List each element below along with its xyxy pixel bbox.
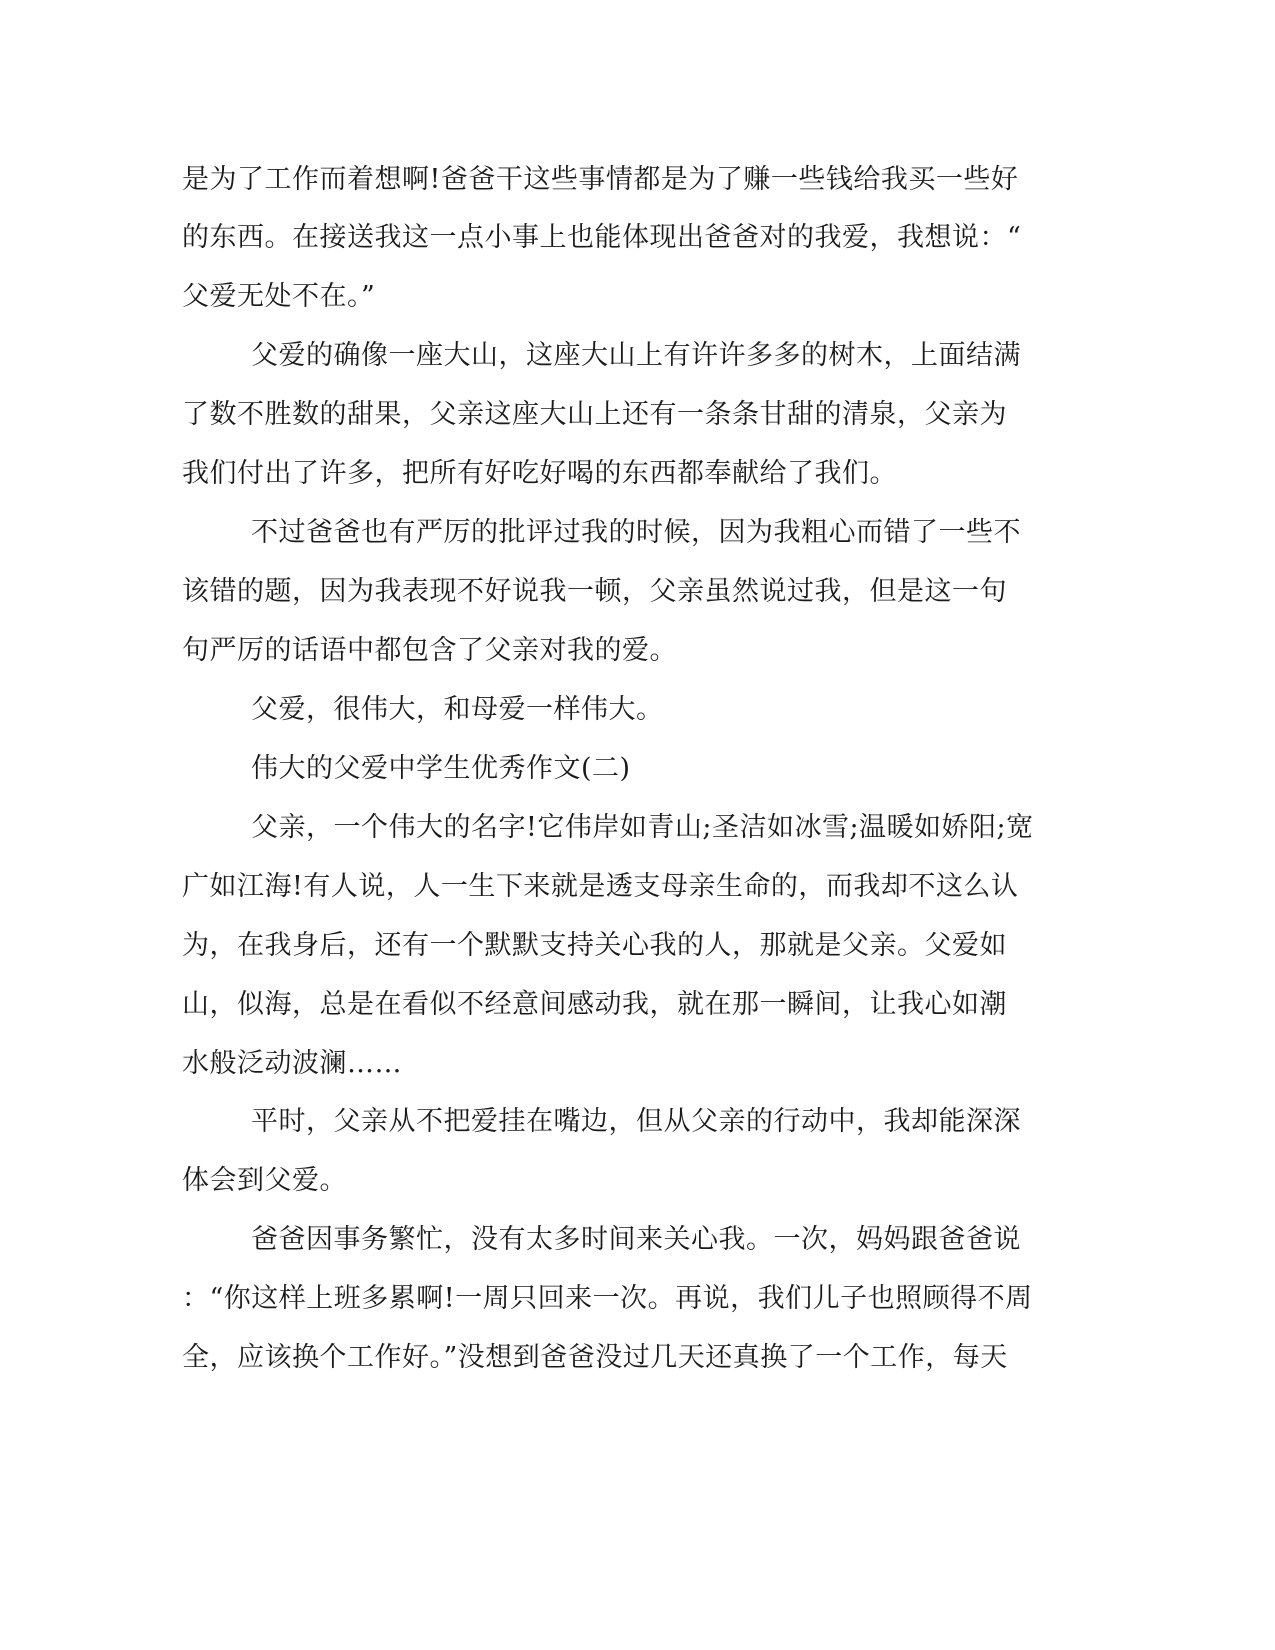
text-line: 平时，父亲从不把爱挂在嘴边，但从父亲的行动中，我却能深深 [251, 1106, 1021, 1137]
text-line: 爸爸因事务繁忙，没有太多时间来关心我。一次，妈妈跟爸爸说 [251, 1224, 1021, 1255]
text-line: 父爱无处不在。” [182, 281, 376, 312]
text-line: 山，似海，总是在看似不经意间感动我，就在那一瞬间，让我心如潮 [182, 989, 1007, 1020]
text-line: 父亲，一个伟大的名字!它伟岸如青山;圣洁如冰雪;温暖如娇阳;宽 [251, 812, 1034, 843]
text-line: 父爱，很伟大，和母爱一样伟大。 [251, 694, 664, 725]
text-line: 句严厉的话语中都包含了父亲对我的爱。 [182, 635, 677, 666]
text-line: ：“你这样上班多累啊!一周只回来一次。再说，我们儿子也照顾得不周 [182, 1283, 1033, 1314]
text-line: 了数不胜数的甜果，父亲这座大山上还有一条条甘甜的清泉，父亲为 [182, 399, 1007, 430]
text-line: 的东西。在接送我这一点小事上也能体现出爸爸对的我爱，我想说：“ [182, 222, 1022, 253]
section-heading: 伟大的父爱中学生优秀作文(二) [251, 753, 631, 784]
text-line: 体会到父爱。 [182, 1165, 347, 1196]
text-line: 我们付出了许多，把所有好吃好喝的东西都奉献给了我们。 [182, 458, 897, 489]
text-line: 为，在我身后，还有一个默默支持关心我的人，那就是父亲。父爱如 [182, 930, 1007, 961]
text-line: 父爱的确像一座大山，这座大山上有许许多多的树木，上面结满 [251, 340, 1021, 371]
text-line: 不过爸爸也有严厉的批评过我的时候，因为我粗心而错了一些不 [251, 517, 1021, 548]
text-line: 全，应该换个工作好。”没想到爸爸没过几天还真换了一个工作，每天 [182, 1342, 1008, 1373]
text-line: 该错的题，因为我表现不好说我一顿，父亲虽然说过我，但是这一句 [182, 576, 1007, 607]
text-line: 广如江海!有人说，人一生下来就是透支母亲生命的，而我却不这么认 [182, 871, 1019, 902]
text-line: 是为了工作而着想啊!爸爸干这些事情都是为了赚一些钱给我买一些好 [182, 164, 1019, 195]
text-line: 水般泛动波澜…… [182, 1048, 402, 1079]
